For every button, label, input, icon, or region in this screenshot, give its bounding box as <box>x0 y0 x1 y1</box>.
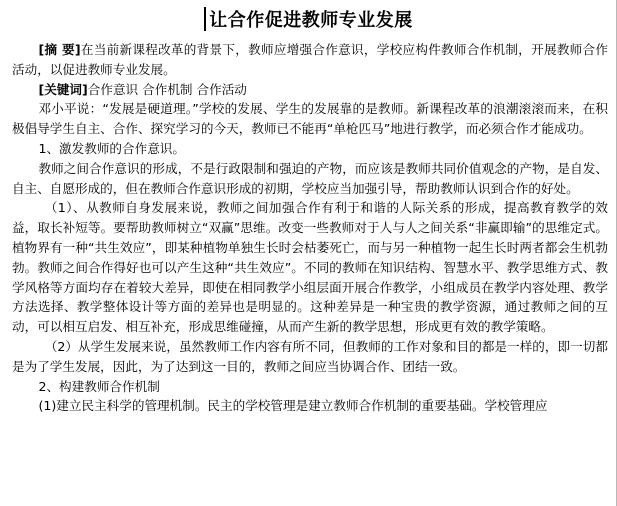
abstract-paragraph <box>12 40 608 80</box>
heading-section-2: 2、构建教师合作机制 <box>38 378 160 394</box>
keywords-text: 合作意识 合作机制 合作活动 <box>87 81 247 97</box>
abstract-label: [摘 要] <box>38 42 81 57</box>
keywords-paragraph <box>12 80 608 100</box>
keywords-label: [关键词] <box>38 81 88 97</box>
paragraph-management-mechanism: (1)建立民主科学的管理机制。民主的学校管理是建立教师合作机制的重要基础。学校管理应 <box>38 398 548 414</box>
text-cursor <box>204 7 206 31</box>
paragraph-point-2: （2）从学生发展来说，虽然教师工作内容有所不同，但教师的工作对象和目的都是一样的，即一切都是为了学生发展，因此，为了达到这一目的，教师之间应当协调合作、团结一致。 <box>12 338 608 374</box>
document-body <box>12 40 608 416</box>
title-area <box>0 6 617 32</box>
paragraph-intro: 邓小平说：“发展是硬道理。”学校的发展、学生的发展靠的是教师。新课程改革的浪潮滚滚而来，在积极倡导学生自主、合作、探究学习的今天，教师已不能再“单枪匹马”地进行教学，而必须合作才能成功。 <box>12 101 608 137</box>
abstract-text: 在当前新课程改革的背景下，教师应增强合作意识，学校应构件教师合作机制，开展教师合作活动，以促进教师专业发展。 <box>12 42 609 77</box>
paragraph-cooperation-awareness: 教师之间合作意识的形成，不是行政限制和强迫的产物，而应该是教师共同价值观念的产物，是自发、自主、自愿形成的，但在教师合作意识形成的初期，学校应当加强引导，帮助教师认识到合作的好处。 <box>12 160 608 196</box>
heading-section-1: 1、激发教师的合作意识。 <box>38 140 185 156</box>
paragraph-point-1: （1）、从教师自身发展来说，教师之间加强合作有利于和谐的人际关系的形成，提高教育教学的效益，取长补短等。要帮助教师树立“双赢”思维。改变一些教师对于人与人之间关系“非赢即输”的思维定式。植物界有一种“共生效应”，即某种植物单独生长时会枯萎死亡，而与另一种植物一起生长时两者都会生机勃勃。教师之间合作得好也可以产生这种“共生效应”。不同的教师在知识结构、智慧水平、教学思维方式、教学风格等方面均存在着较大差异，即使在相同教学小组层面开展合作教学，小组成员在教学内容处理、教学方法选择、教学整体设计等方面的差异也是明显的。这种差异是一种宝贵的教学资源，通过教师之间的互动，可以相互启发、相互补充，形成思维碰撞，从而产生新的教学思想，形成更有效的教学策略。 <box>12 200 608 335</box>
document-title: 让合作促进教师专业发展 <box>209 10 413 31</box>
